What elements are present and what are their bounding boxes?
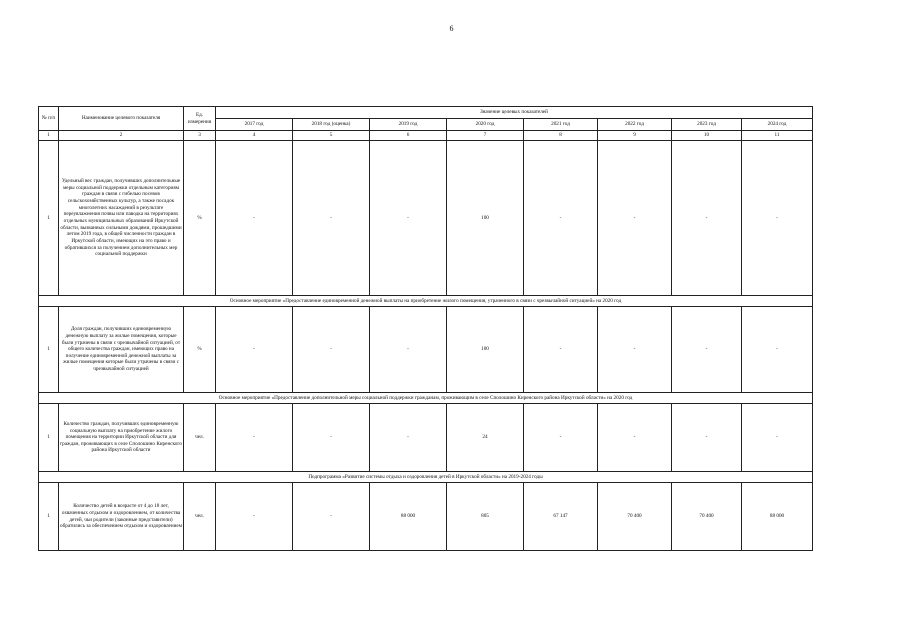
unit-cell: чел.	[184, 404, 216, 472]
value-cell: 88 000	[742, 483, 813, 551]
header-num: № п/п	[39, 107, 59, 131]
header-values: Значение целевых показателей	[216, 107, 813, 119]
value-cell: 88 000	[370, 483, 447, 551]
year-cell: 2017 год	[216, 119, 293, 131]
row-num: 1	[39, 404, 59, 472]
section-row	[39, 296, 813, 307]
unit-cell: чел.	[184, 483, 216, 551]
value-cell: -	[293, 483, 370, 551]
value-cell: -	[293, 307, 370, 393]
section-title: Основное мероприятие «Предоставление дополнительной меры социальной поддержки гражданам, проживающим в селе Сполошино Киренского района Иркутской области» на 2020 год	[39, 393, 813, 404]
value-cell: -	[216, 404, 293, 472]
header-row-1	[39, 107, 813, 119]
indicator-name: Доля граждан, получивших единовременную денежную выплату за жилые помещения, которые были утрачены в связи с чрезвычайной ситуацией, от общего количества граждан, имеющих право на получение единовременной денежной выплаты за жилые помещения которые были утрачены в связи с чрезвычайной ситуацией	[59, 307, 184, 393]
value-cell: -	[216, 141, 293, 296]
value-cell: -	[216, 307, 293, 393]
value-cell: -	[672, 141, 742, 296]
section-row	[39, 472, 813, 483]
year-cell: 2022 год	[598, 119, 672, 131]
value-cell: 805	[447, 483, 524, 551]
header-unit: Ед. измерения	[184, 107, 216, 131]
indicator-name: Удельный вес граждан, получивших дополнительные меры социальной поддержки отдельным категориям граждан в связи с гибелью посевов сельскохозяйственных культур, а также посадок многолетних насаждений в результате переувлажнения почвы или паводка на территориях отдельных муниципальных образований Иркутской области, вызванных сильными дождями, прошедшими летом 2019 года, в общей численности граждан в Иркутской области, имеющих на это право и обратившихся за получением дополнительных мер социальной поддержки	[59, 141, 184, 296]
indicators-table	[38, 106, 813, 551]
row-num: 1	[39, 307, 59, 393]
year-cell: 2021 год	[524, 119, 598, 131]
value-cell: 70 400	[672, 483, 742, 551]
column-number: 8	[524, 131, 598, 141]
table-row	[39, 307, 813, 393]
section-title: Подпрограмма «Развитие системы отдыха и оздоровления детей в Иркутской области» на 2019-2024 годы	[39, 472, 813, 483]
year-cell: 2023 год	[672, 119, 742, 131]
indicator-name: Количество граждан, получивших единовременную социальную выплату на приобретение жилого помещения на территории Иркутской области для граждан, проживающих в селе Сполошино Киренского района Иркутской области	[59, 404, 184, 472]
unit-cell: %	[184, 141, 216, 296]
value-cell: -	[672, 307, 742, 393]
value-cell: -	[742, 141, 813, 296]
unit-cell: %	[184, 307, 216, 393]
value-cell: -	[216, 483, 293, 551]
value-cell: 67 147	[524, 483, 598, 551]
row-num: 1	[39, 141, 59, 296]
column-number: 9	[598, 131, 672, 141]
year-cell: 2018 год (оценка)	[293, 119, 370, 131]
table-row	[39, 141, 813, 296]
year-cell: 2024 год	[742, 119, 813, 131]
value-cell: -	[293, 404, 370, 472]
value-cell: -	[370, 404, 447, 472]
column-number: 2	[59, 131, 184, 141]
value-cell: -	[598, 307, 672, 393]
column-number-row	[39, 131, 813, 141]
value-cell: -	[524, 141, 598, 296]
value-cell: -	[742, 307, 813, 393]
column-number: 7	[447, 131, 524, 141]
value-cell: -	[524, 307, 598, 393]
value-cell: -	[370, 307, 447, 393]
value-cell: -	[598, 141, 672, 296]
value-cell: -	[524, 404, 598, 472]
header-name: Наименование целевого показателя	[59, 107, 184, 131]
value-cell: 70 400	[598, 483, 672, 551]
column-number: 6	[370, 131, 447, 141]
year-cell: 2019 год	[370, 119, 447, 131]
table-row	[39, 483, 813, 551]
table-row	[39, 404, 813, 472]
column-number: 4	[216, 131, 293, 141]
column-number: 10	[672, 131, 742, 141]
year-cell: 2020 год	[447, 119, 524, 131]
value-cell: -	[598, 404, 672, 472]
page-number: 6	[449, 24, 454, 33]
section-row	[39, 393, 813, 404]
column-number: 5	[293, 131, 370, 141]
column-number: 3	[184, 131, 216, 141]
value-cell: 100	[447, 141, 524, 296]
section-title: Основное мероприятие «Предоставление единовременной денежной выплаты на приобретение жилого помещения, утраченного в связи с чрезвычайной ситуацией» на 2020 год	[39, 296, 813, 307]
value-cell: -	[293, 141, 370, 296]
value-cell: -	[672, 404, 742, 472]
value-cell: -	[742, 404, 813, 472]
value-cell: 100	[447, 307, 524, 393]
column-number: 1	[39, 131, 59, 141]
column-number: 11	[742, 131, 813, 141]
value-cell: -	[370, 141, 447, 296]
row-num: 1	[39, 483, 59, 551]
value-cell: 24	[447, 404, 524, 472]
indicator-name: Количество детей в возрасте от 4 до 18 лет, охваченных отдыхом и оздоровлением, от количества детей, чьи родители (законные представители) обратились за обеспечением отдыхом и оздоровлением	[59, 483, 184, 551]
